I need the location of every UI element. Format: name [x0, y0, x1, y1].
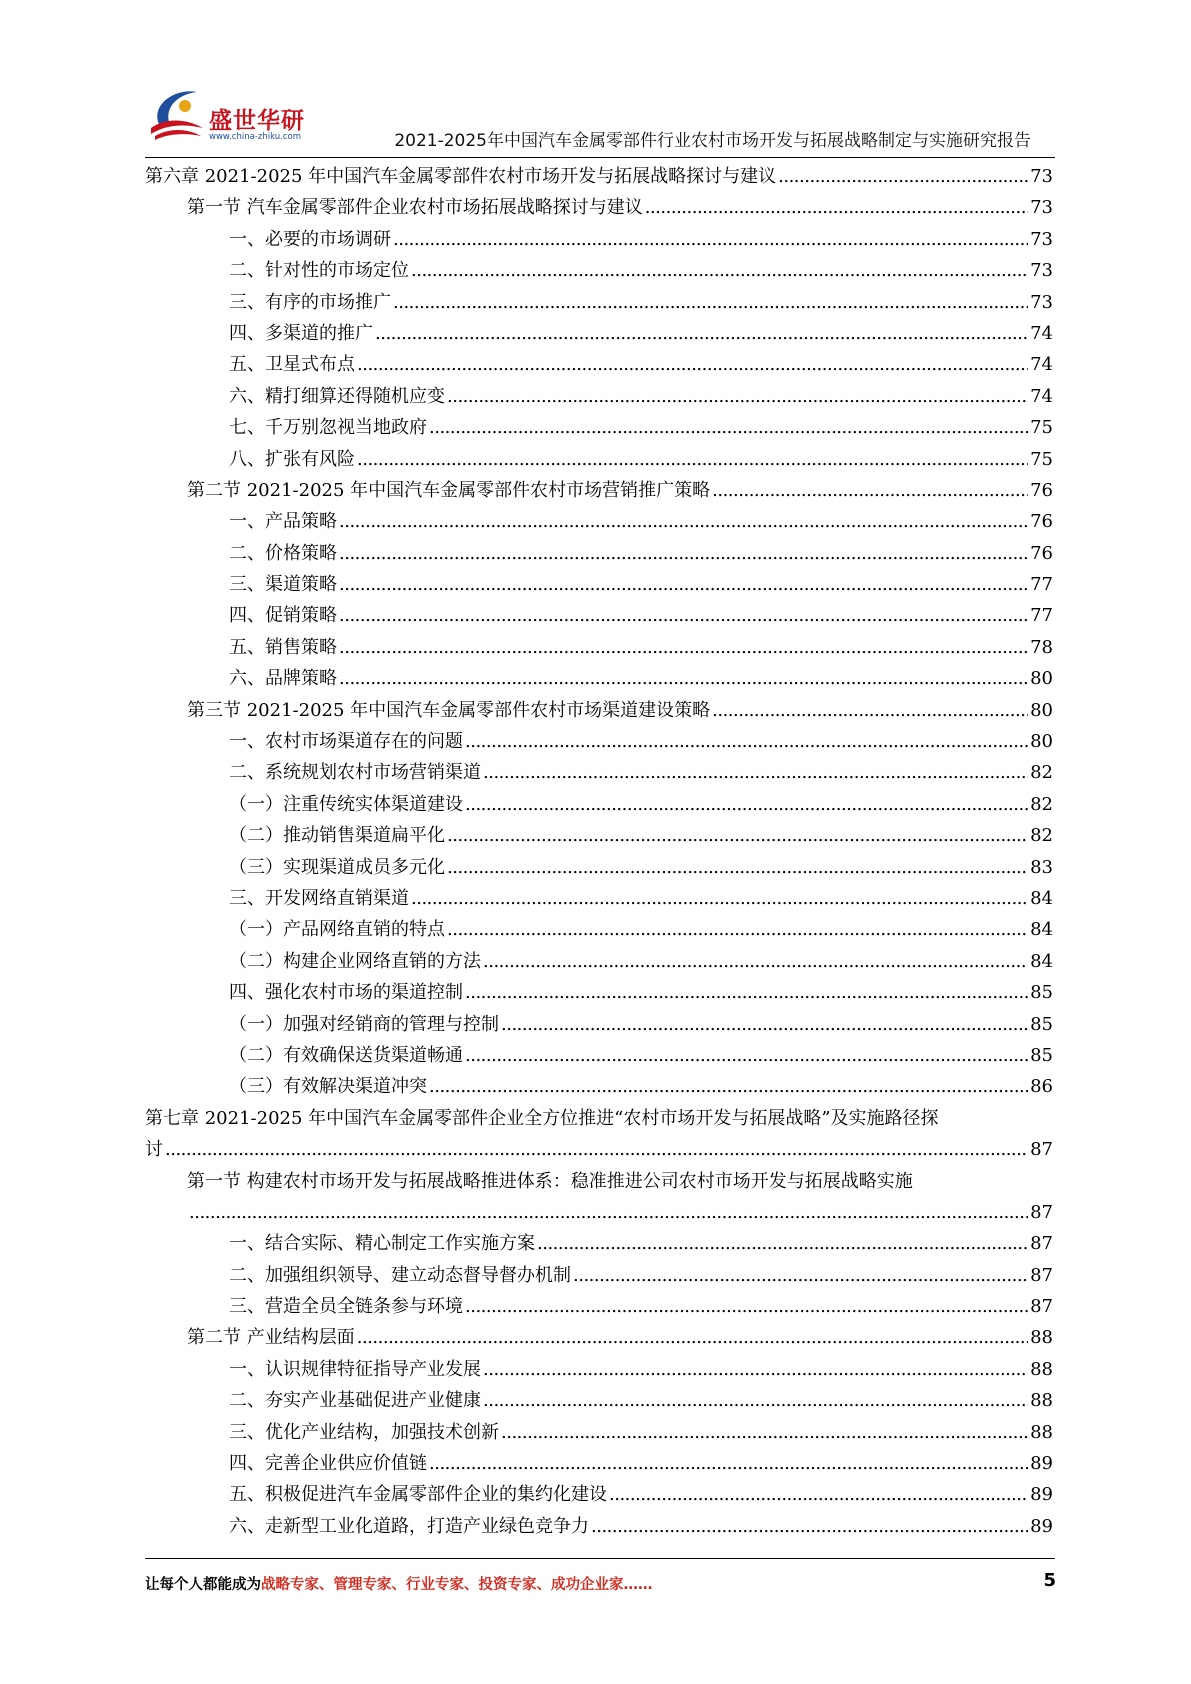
toc-page-number: 87: [1030, 1264, 1053, 1286]
toc-entry[interactable]: [145, 569, 1053, 600]
toc-page-number: 77: [1030, 605, 1053, 627]
toc-leader-dots: [447, 852, 1028, 883]
toc-entry[interactable]: [145, 1228, 1053, 1259]
toc-entry-label: 三、渠道策略: [229, 574, 337, 596]
toc-page-number: 88: [1030, 1327, 1053, 1349]
toc-page-number: 87: [1030, 1139, 1053, 1161]
toc-page-number: 84: [1030, 950, 1053, 972]
toc-leader-dots: [447, 820, 1028, 851]
toc-entry-label: 五、积极促进汽车金属零部件企业的集约化建设: [229, 1484, 607, 1506]
toc-leader-dots: [501, 1009, 1028, 1040]
toc-leader-dots: [501, 1417, 1028, 1448]
toc-entry-label: 四、多渠道的推广: [229, 322, 373, 344]
toc-leader-dots: [712, 475, 1028, 506]
toc-entry[interactable]: [145, 1511, 1053, 1542]
toc-entry-label: 五、销售策略: [229, 636, 337, 658]
toc-entry-label: 二、价格策略: [229, 542, 337, 564]
toc-entry[interactable]: [145, 287, 1053, 318]
toc-page-number: 82: [1030, 825, 1053, 847]
toc-entry[interactable]: [145, 255, 1053, 286]
toc-leader-dots: [339, 663, 1028, 694]
toc-entry[interactable]: [145, 1291, 1053, 1322]
toc-page-number: 89: [1030, 1515, 1053, 1537]
toc-page-number: 76: [1030, 511, 1053, 533]
toc-page-number: 85: [1030, 982, 1053, 1004]
toc-leader-dots: [609, 1479, 1028, 1510]
toc-entry[interactable]: [145, 1197, 1053, 1228]
toc-leader-dots: [189, 1197, 1028, 1228]
toc-page-number: 76: [1030, 542, 1053, 564]
toc-entry-label: 六、走新型工业化道路，打造产业绿色竞争力: [229, 1515, 589, 1537]
toc-leader-dots: [483, 1354, 1028, 1385]
report-title: 2021-2025年中国汽车金属零部件行业农村市场开发与拓展战略制定与实施研究报告: [394, 131, 1031, 151]
toc-page-number: 89: [1030, 1484, 1053, 1506]
toc-page-number: 80: [1030, 668, 1053, 690]
toc-leader-dots: [447, 381, 1028, 412]
toc-entry[interactable]: [145, 1134, 1053, 1165]
toc-page-number: 88: [1030, 1421, 1053, 1443]
toc-leader-dots: [339, 632, 1028, 663]
toc-page-number: 88: [1030, 1390, 1053, 1412]
toc-leader-dots: [465, 789, 1028, 820]
toc-entry-label: （三）有效解决渠道冲突: [229, 1076, 427, 1098]
toc-entry[interactable]: [145, 538, 1053, 569]
toc-entry[interactable]: [145, 318, 1053, 349]
toc-entry-label: 七、千万别忽视当地政府: [229, 417, 427, 439]
toc-entry[interactable]: [145, 161, 1053, 192]
toc-entry-label: （一）产品网络直销的特点: [229, 919, 445, 941]
toc-entry[interactable]: [145, 1071, 1053, 1102]
toc-entry-label: （二）有效确保送货渠道畅通: [229, 1044, 463, 1066]
page-number: 5: [1043, 1570, 1056, 1591]
toc-leader-dots: [411, 255, 1028, 286]
toc-entry[interactable]: [145, 381, 1053, 412]
toc-leader-dots: [483, 757, 1028, 788]
toc-page-number: 73: [1030, 197, 1053, 219]
logo-emblem-icon: [145, 84, 209, 146]
toc-entry[interactable]: [145, 1354, 1053, 1385]
toc-entry-label: 二、针对性的市场定位: [229, 260, 409, 282]
toc-leader-dots: [778, 161, 1028, 192]
toc-entry[interactable]: [145, 757, 1053, 788]
toc-entry[interactable]: [145, 1322, 1053, 1353]
toc-entry-label: 第六章 2021-2025 年中国汽车金属零部件农村市场开发与拓展战略探讨与建议: [145, 166, 777, 187]
toc-leader-dots: [465, 726, 1028, 757]
toc-entry[interactable]: [145, 475, 1053, 506]
toc-leader-dots: [357, 349, 1028, 380]
toc-entry-label: 四、强化农村市场的渠道控制: [229, 982, 463, 1004]
toc-entry[interactable]: [145, 224, 1053, 255]
toc-leader-dots: [465, 977, 1028, 1008]
toc-entry[interactable]: [145, 1040, 1053, 1071]
toc-entry-label: 四、完善企业供应价值链: [229, 1453, 427, 1475]
toc-entry[interactable]: [145, 632, 1053, 663]
toc-page-number: 88: [1030, 1358, 1053, 1380]
toc-entry-label: 三、优化产业结构，加强技术创新: [229, 1421, 499, 1443]
toc-entry-label: 一、认识规律特征指导产业发展: [229, 1358, 481, 1380]
toc-page-number: 73: [1030, 228, 1053, 250]
toc-leader-dots: [357, 1322, 1028, 1353]
toc-page-number: 73: [1030, 166, 1053, 187]
toc-page-number: 74: [1030, 385, 1053, 407]
toc-page-number: 80: [1030, 731, 1053, 753]
toc-entry[interactable]: [145, 726, 1053, 757]
toc-entry[interactable]: [145, 1479, 1053, 1510]
toc-page-number: 77: [1030, 574, 1053, 596]
toc-page-number: 82: [1030, 762, 1053, 784]
toc-entry[interactable]: [145, 444, 1053, 475]
toc-page-number: 84: [1030, 887, 1053, 909]
toc-leader-dots: [339, 600, 1028, 631]
toc-entry[interactable]: [145, 789, 1053, 820]
toc-entry-label: 三、有序的市场推广: [229, 291, 391, 313]
toc-entry[interactable]: [145, 1448, 1053, 1479]
toc-entry-label: 五、卫星式布点: [229, 354, 355, 376]
toc-entry-label: 三、开发网络直销渠道: [229, 887, 409, 909]
toc-entry-label: 四、促销策略: [229, 605, 337, 627]
toc-page-number: 75: [1030, 417, 1053, 439]
toc-page-number: 75: [1030, 448, 1053, 470]
toc-leader-dots: [375, 318, 1028, 349]
toc-entry-label: 六、品牌策略: [229, 668, 337, 690]
toc-leader-dots: [645, 192, 1028, 223]
toc-leader-dots: [339, 506, 1028, 537]
toc-leader-dots: [393, 287, 1028, 318]
toc-leader-dots: [357, 444, 1028, 475]
toc-page-number: 85: [1030, 1044, 1053, 1066]
toc-page-number: 87: [1030, 1296, 1053, 1318]
toc-leader-dots: [165, 1134, 1028, 1165]
toc-entry-label: 二、加强组织领导、建立动态督导督办机制: [229, 1264, 571, 1286]
toc-entry[interactable]: [145, 695, 1053, 726]
toc-page-number: 87: [1030, 1233, 1053, 1255]
toc-entry-label: （二）构建企业网络直销的方法: [229, 950, 481, 972]
header-divider: [145, 157, 1055, 158]
toc-entry-label: 六、精打细算还得随机应变: [229, 385, 445, 407]
toc-entry[interactable]: [145, 1385, 1053, 1416]
toc-entry[interactable]: [145, 663, 1053, 694]
toc-page-number: 83: [1030, 856, 1053, 878]
toc-entry-label[interactable]: 第七章 2021-2025 年中国汽车金属零部件企业全方位推进“农村市场开发与拓展战略”及实施路径探: [145, 1107, 939, 1129]
toc-page-number: 73: [1030, 291, 1053, 313]
toc-entry-label: 一、必要的市场调研: [229, 228, 391, 250]
toc-page-number: 78: [1030, 636, 1053, 658]
toc-entry[interactable]: [145, 820, 1053, 851]
toc-leader-dots: [429, 412, 1028, 443]
toc-entry[interactable]: [145, 1009, 1053, 1040]
toc-entry[interactable]: [145, 946, 1053, 977]
toc-entry-label: 一、农村市场渠道存在的问题: [229, 731, 463, 753]
toc-entry-label: （一）注重传统实体渠道建设: [229, 793, 463, 815]
toc-leader-dots: [537, 1228, 1028, 1259]
table-of-contents: [145, 161, 1053, 1542]
toc-page-number: 80: [1030, 699, 1053, 721]
toc-leader-dots: [465, 1291, 1028, 1322]
footer-divider: [145, 1558, 1055, 1559]
toc-entry[interactable]: [145, 883, 1053, 914]
toc-leader-dots: [429, 1071, 1028, 1102]
toc-leader-dots: [591, 1511, 1028, 1542]
toc-leader-dots: [465, 1040, 1028, 1071]
toc-entry-label: 一、产品策略: [229, 511, 337, 533]
toc-page-number: 86: [1030, 1076, 1053, 1098]
toc-leader-dots: [483, 946, 1028, 977]
toc-entry[interactable]: [145, 600, 1053, 631]
logo-text: 盛世华研: [209, 108, 305, 134]
toc-leader-dots: [573, 1260, 1028, 1291]
toc-entry-label: 二、夯实产业基础促进产业健康: [229, 1390, 481, 1412]
toc-entry[interactable]: [145, 192, 1053, 223]
toc-entry-label: 第二节 2021-2025 年中国汽车金属零部件农村市场营销推广策略: [187, 479, 711, 501]
toc-entry-continuation: 讨: [145, 1139, 163, 1161]
toc-page-number: 87: [1030, 1201, 1053, 1223]
toc-entry[interactable]: [145, 1260, 1053, 1291]
toc-entry[interactable]: [145, 914, 1053, 945]
toc-entry-label: 第二节 产业结构层面: [187, 1327, 355, 1349]
toc-entry-label: 八、扩张有风险: [229, 448, 355, 470]
toc-page-number: 85: [1030, 1013, 1053, 1035]
page-header: [145, 84, 1053, 154]
toc-entry-label: 第一节 汽车金属零部件企业农村市场拓展战略探讨与建议: [187, 197, 643, 219]
toc-entry-label: （二）推动销售渠道扁平化: [229, 825, 445, 847]
toc-page-number: 82: [1030, 793, 1053, 815]
toc-entry-label: 三、营造全员全链条参与环境: [229, 1296, 463, 1318]
toc-entry-label: 一、结合实际、精心制定工作实施方案: [229, 1233, 535, 1255]
toc-page-number: 84: [1030, 919, 1053, 941]
toc-entry[interactable]: [145, 506, 1053, 537]
footer-slogan: [145, 1573, 653, 1594]
toc-entry-label: 第三节 2021-2025 年中国汽车金属零部件农村市场渠道建设策略: [187, 699, 711, 721]
toc-leader-dots: [339, 569, 1028, 600]
toc-page-number: 74: [1030, 322, 1053, 344]
toc-leader-dots: [339, 538, 1028, 569]
toc-entry-label[interactable]: 第一节 构建农村市场开发与拓展战略推进体系：稳准推进公司农村市场开发与拓展战略实施: [187, 1170, 913, 1192]
toc-entry[interactable]: [145, 1417, 1053, 1448]
toc-entry[interactable]: [145, 349, 1053, 380]
footer-slogan-highlight: 战略专家、管理专家、行业专家、投资专家、成功企业家……: [261, 1577, 653, 1593]
toc-page-number: 89: [1030, 1453, 1053, 1475]
toc-entry[interactable]: [145, 852, 1053, 883]
toc-page-number: 76: [1030, 479, 1053, 501]
toc-entry[interactable]: [145, 977, 1053, 1008]
toc-entry-label: （三）实现渠道成员多元化: [229, 856, 445, 878]
toc-leader-dots: [411, 883, 1028, 914]
toc-page-number: 74: [1030, 354, 1053, 376]
toc-entry[interactable]: [145, 412, 1053, 443]
logo-url: www.china-zhiku.com: [209, 132, 301, 142]
toc-page-number: 73: [1030, 260, 1053, 282]
toc-leader-dots: [447, 914, 1028, 945]
company-logo: [145, 84, 315, 146]
toc-entry-label: 二、系统规划农村市场营销渠道: [229, 762, 481, 784]
toc-leader-dots: [483, 1385, 1028, 1416]
footer-slogan-prefix: 让每个人都能成为: [145, 1577, 261, 1593]
toc-leader-dots: [712, 695, 1028, 726]
toc-entry-label: （一）加强对经销商的管理与控制: [229, 1013, 499, 1035]
toc-leader-dots: [429, 1448, 1028, 1479]
toc-leader-dots: [393, 224, 1028, 255]
